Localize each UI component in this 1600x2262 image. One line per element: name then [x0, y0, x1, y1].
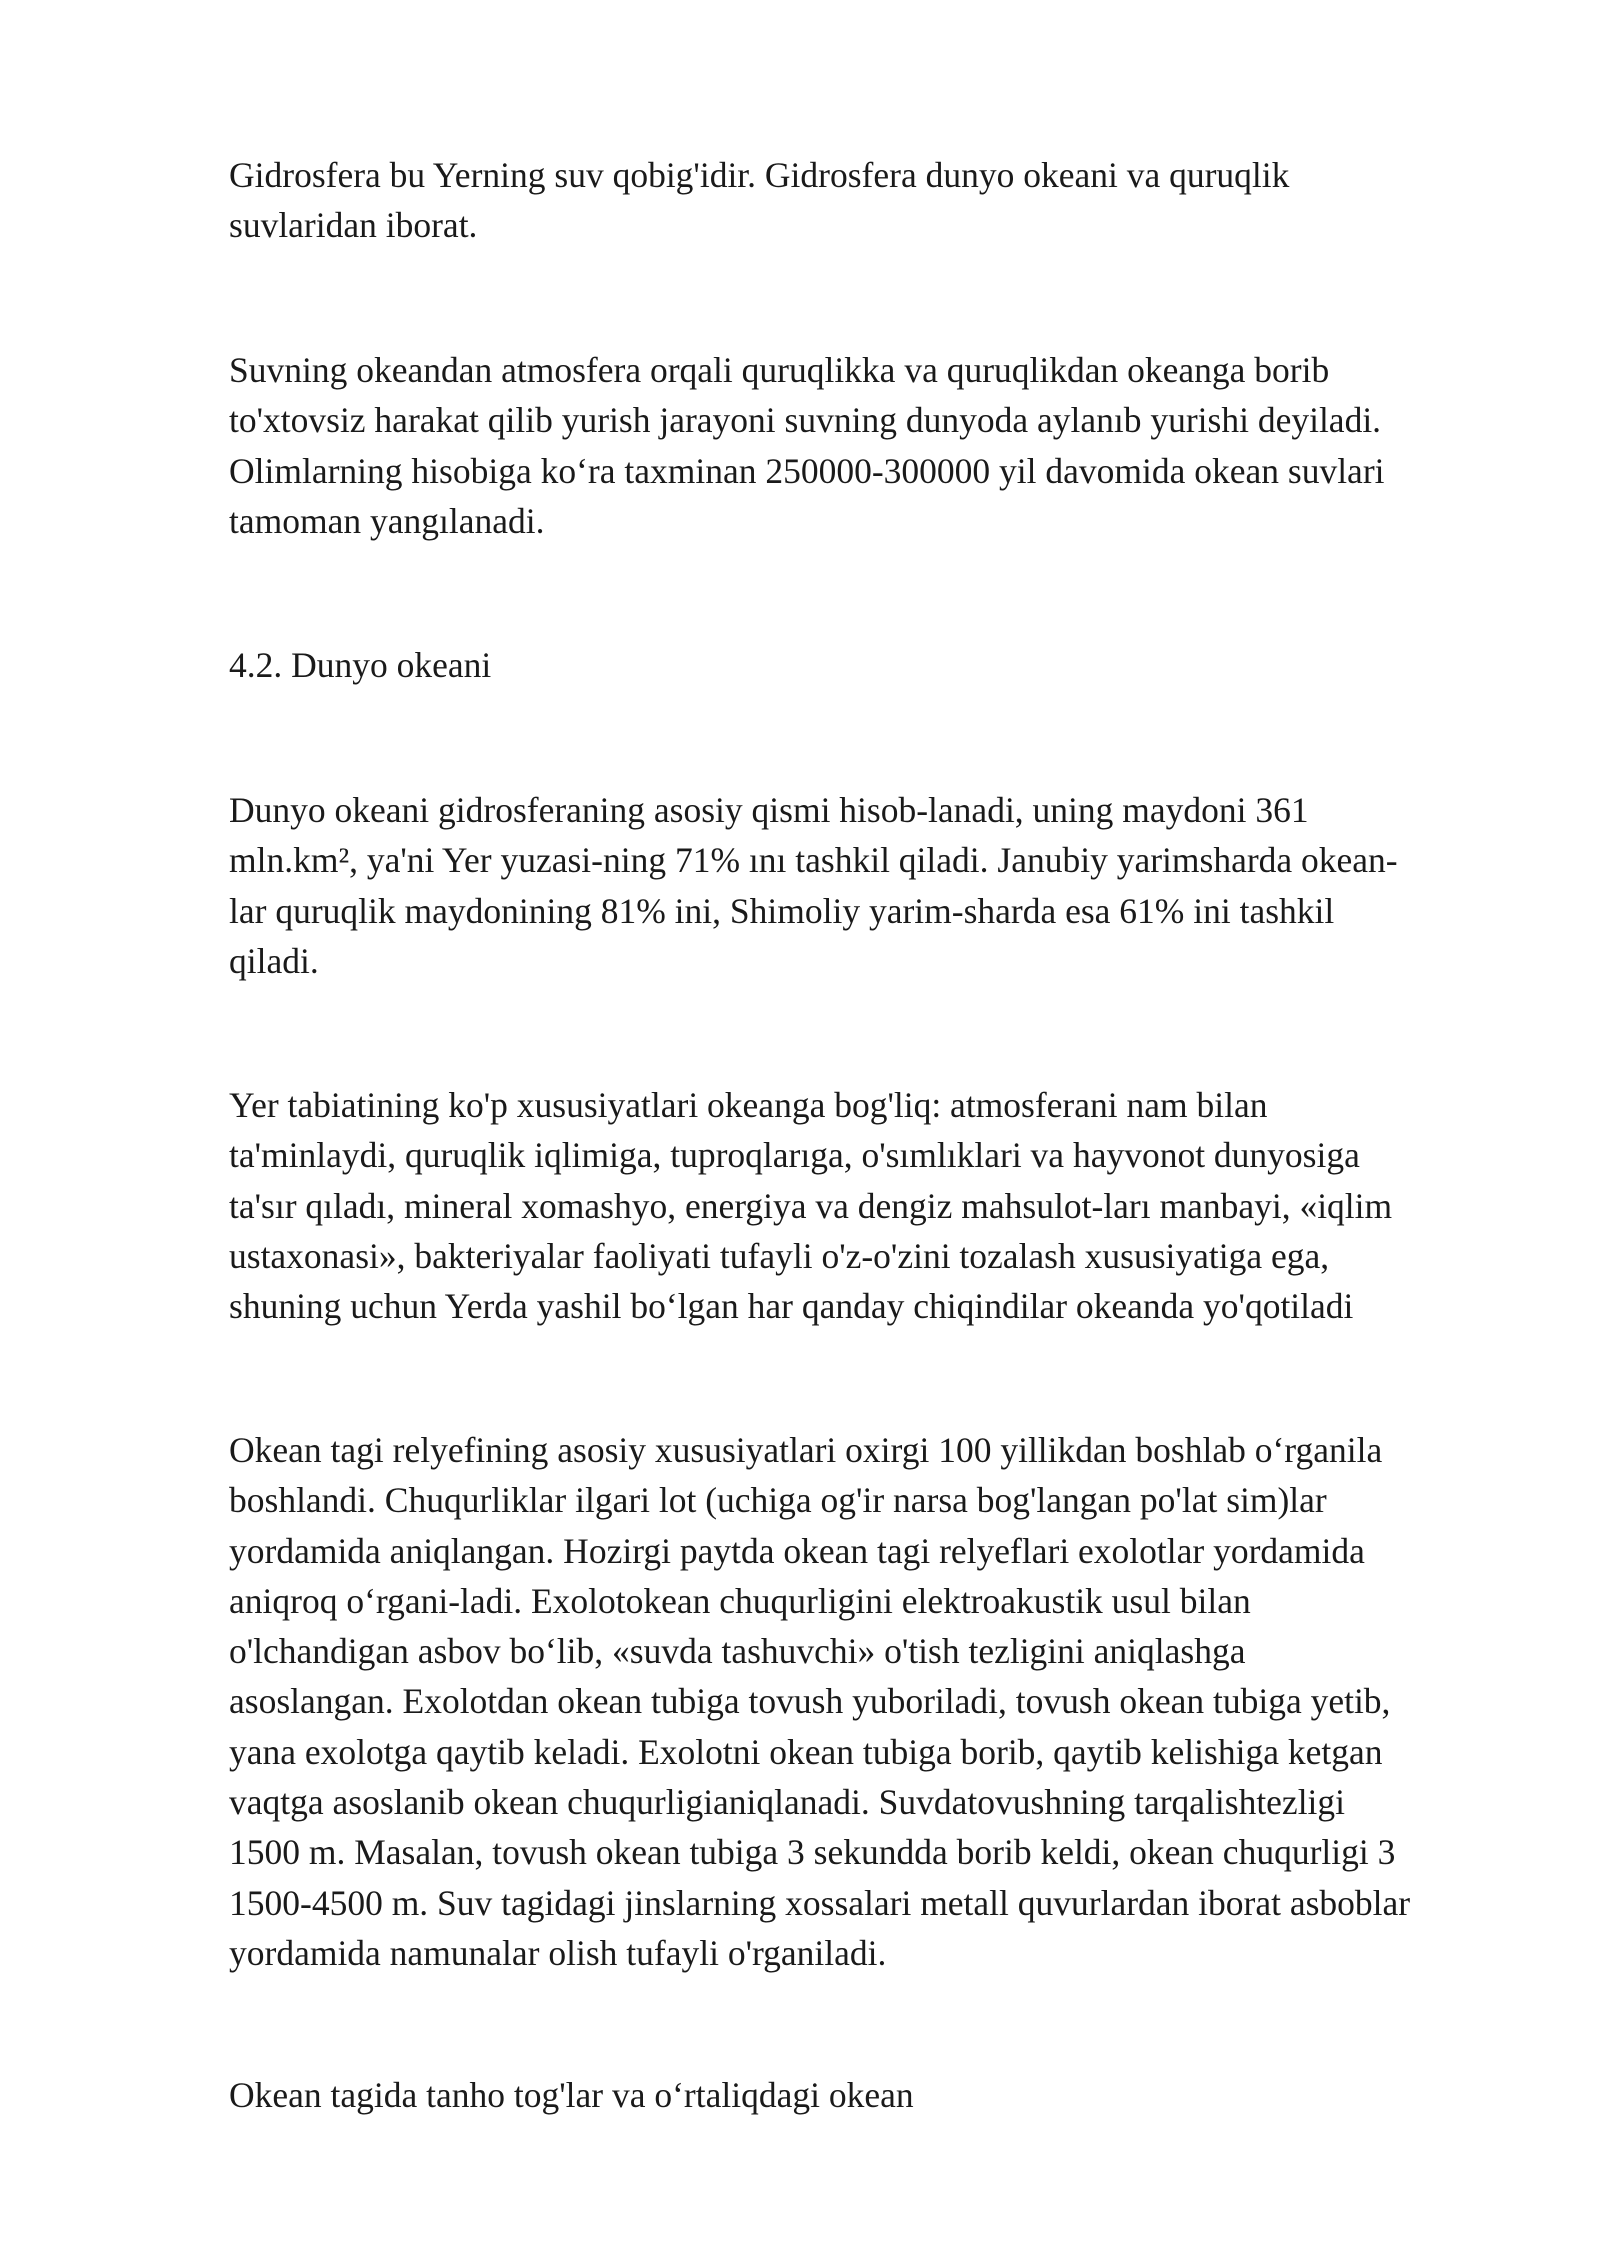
paragraph-hydrosphere-definition: Gidrosfera bu Yerning suv qobig'idir. Gidrosfera dunyo okeani va quruqlik suvlaridan iborat. [229, 155, 1290, 246]
section-heading-world-ocean: 4.2. Dunyo okeani [229, 645, 492, 685]
paragraph-ocean-mountains: Okean tagida tanho tog'lar va o‘rtaliqdagi okean [229, 2075, 914, 2115]
paragraph-ocean-influence: Yer tabiatining ko'p xususiyatlari okeanga bog'liq: atmosferani nam bilan ta'minlaydi, quruqlik iqlimiga, tuproqlarıga, o'sımlıklari va hayvonot dunyosiga ta'sır qıladı, mineral xomashyo, energiya va dengiz mahsulot-ları manbayi, «iqlim ustaxonasi», bakteriyalar faoliyati tufayli o'z-o'zini tozalash xususiyatiga ega, shuning uchun Yerda yashil bo‘lgan har qanday chiqindilar okeanda yo'qotiladi [229, 1085, 1393, 1327]
paragraph-ocean-area: Dunyo okeani gidrosferaning asosiy qismi hisob-lanadi, uning maydoni 361 mln.km², ya'ni Yer yuzasi-ning 71% ını tashkil qiladi. Janubiy yarimsharda okean- lar quruqlik maydonining 81% ini, Shimoliy yarim-sharda esa 61% ini tashkil qiladi. [229, 790, 1398, 981]
paragraph-water-cycle: Suvning okeandan atmosfera orqali quruqlikka va quruqlikdan okeanga borib to'xtovsiz harakat qilib yurish jarayoni suvning dunyoda aylanıb yurishi deyiladi. Olimlarning hisobiga ko‘ra taxminan 250000-300000 yil davomida okean suvlari tamoman yangılanadi. [229, 350, 1385, 541]
paragraph-ocean-floor-relief: Okean tagi relyefining asosiy xususiyatlari oxirgi 100 yillikdan boshlab o‘rganila boshlandi. Chuqurliklar ilgari lot (uchiga og'ir narsa bog'langan po'lat sim)lar yordamida aniqlangan. Hozirgi paytda okean tagi relyeflari exolotlar yordamida aniqroq o‘rgani-ladi. Exolotokean chuqurligini elektroakustik usul bilan o'lchandigan asbov bo‘lib, «suvda tashuvchi» o'tish tezligini aniqlashga asoslangan. Exolotdan okean tubiga tovush yuboriladi, tovush okean tubiga yetib, yana exolotga qaytib keladi. Exolotni okean tubiga borib, qaytib kelishiga ketgan vaqtga asoslanib okean chuqurligianiqlanadi. Suvdatovushning tarqalishtezligi 1500 m. Masalan, tovush okean tubiga 3 sekundda borib keldi, okean chuqurligi 3 1500-4500 m. Suv tagidagi jinslarning xossalari metall quvurlardan iborat asboblar yordamida namunalar olish tufayli o'rganiladi. [229, 1430, 1411, 1973]
